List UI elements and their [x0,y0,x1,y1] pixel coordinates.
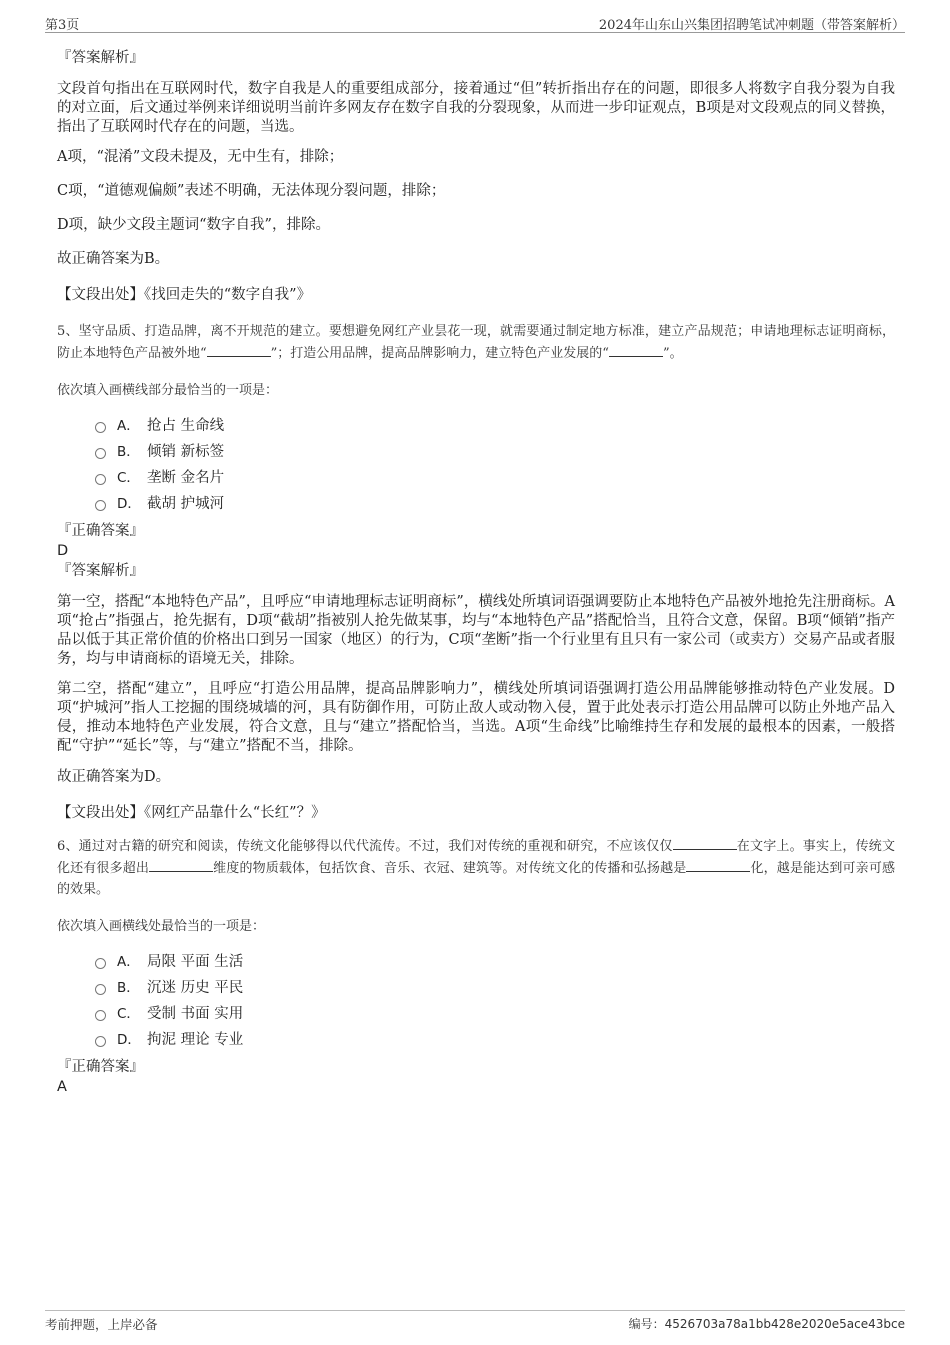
correct-answer: D [57,543,69,559]
passage-source: 【文段出处】《找回走失的“数字自我”》 [57,287,312,303]
fill-blank [673,835,737,850]
option-b[interactable]: B． 倾销 新标签 [95,439,895,465]
option-d[interactable]: D． 拘泥 理论 专业 [95,1027,895,1053]
analysis-paragraph: 文段首句指出在互联网时代，数字自我是人的重要组成部分，接着通过“但”转折指出存在的问题，即很多人将数字自我分裂为自我的对立面，后文通过举例来详细说明当前许多网友存在数字自我的分裂现象，从而进一步印证观点，B项是对文段观点的同义替换，指出了互联网时代存在的问题，当选。 [57,81,895,135]
option-b[interactable]: B． 沉迷 历史 平民 [95,975,895,1001]
question-stem: 6、通过对古籍的研究和阅读，传统文化能够得以代代流传。不过，我们对传统的重视和研究，不应该仅仅 在文字上。事实上，传统文化还有很多超出 维度的物质载体，包括饮食、音乐、衣冠、建筑等。对传统文化的传播和弘扬越是 化，越是能达到可亲可感的效果。 [57,835,895,900]
document-title: 2024年山东山兴集团招聘笔试冲刺题（带答案解析） [598,18,905,33]
correct-answer-label: 『正确答案』 [57,523,144,539]
page-header [45,10,905,33]
question-stem: 5、坚守品质、打造品牌，离不开规范的建立。要想避免网红产业昙花一现，就需要通过制定地方标准，建立产品规范；申请地理标志证明商标，防止本地特色产品被外地“ ”；打造公用品牌，提高品牌影响力，建立特色产业发展的“ ”。 [57,324,895,361]
radio-icon[interactable] [95,984,106,995]
radio-icon[interactable] [95,448,106,459]
fill-blank [686,857,750,872]
page-number: 第3页 [45,18,80,33]
passage-source: 【文段出处】《网红产品靠什么“长红”？》 [57,805,326,821]
option-c[interactable]: C． 垄断 金名片 [95,465,895,491]
radio-icon[interactable] [95,500,106,511]
fill-blank [149,857,213,872]
option-a[interactable]: A． 局限 平面 生活 [95,949,895,975]
answer-conclusion: 故正确答案为B。 [57,251,170,267]
radio-icon[interactable] [95,958,106,969]
radio-icon[interactable] [95,1036,106,1047]
question-6 [57,835,895,1097]
radio-icon[interactable] [95,474,106,485]
question-5 [57,321,895,823]
analysis-option-a: A项，“混淆”文段未提及，无中生有，排除； [57,149,344,165]
option-a[interactable]: A． 抢占 生命线 [95,413,895,439]
page-footer [45,1310,905,1332]
radio-icon[interactable] [95,422,106,433]
page-content [57,48,895,1097]
analysis-label: 『答案解析』 [57,563,144,579]
document-id: 编号：4526703a78a1bb428e2020e5ace43bce [628,1317,905,1331]
analysis-paragraph: 第一空，搭配“本地特色产品”，且呼应“申请地理标志证明商标”，横线处所填词语强调要防止本地特色产品被外地抢先注册商标。A项“抢占”指强占，抢先据有，D项“截胡”指被别人抢先做某事，均与“本地特色产品”搭配恰当，且符合文意，保留。B项“倾销”指产品以低于其正常价值的价格出口到另一国家（地区）的行为，C项“垄断”指一个行业里有且只有一家公司（或卖方）交易产品或者服务，均与申请商标的语境无关，排除。 [57,594,895,667]
question-4-analysis [57,48,895,305]
question-prompt: 依次填入画横线部分最恰当的一项是： [57,383,279,398]
fill-blank [609,342,663,357]
analysis-option-c: C项，“道德观偏颇”表述不明确，无法体现分裂问题，排除； [57,183,446,199]
option-c[interactable]: C． 受制 书面 实用 [95,1001,895,1027]
option-d[interactable]: D． 截胡 护城河 [95,491,895,517]
fill-blank [207,342,271,357]
footer-slogan: 考前押题，上岸必备 [45,1317,158,1332]
option-list [95,413,895,517]
question-prompt: 依次填入画横线处最恰当的一项是： [57,919,266,934]
analysis-option-d: D项，缺少文段主题词“数字自我”，排除。 [57,217,330,233]
answer-conclusion: 故正确答案为D。 [57,769,171,785]
analysis-paragraph: 第二空，搭配“建立”，且呼应“打造公用品牌，提高品牌影响力”，横线处所填词语强调打造公用品牌能够推动特色产业发展。D项“护城河”指人工挖掘的围绕城墙的河，具有防御作用，可防止敌人或动物入侵，置于此处表示打造公用品牌可以防止外地产品入侵，推动本地特色产业发展，符合文意，且与“建立”搭配恰当，当选。A项“生命线”比喻维持生存和发展的最根本的因素，一般搭配“守护”“延长”等，与“建立”搭配不当，排除。 [57,681,895,754]
analysis-label: 『答案解析』 [57,50,144,66]
radio-icon[interactable] [95,1010,106,1021]
option-list [95,949,895,1053]
correct-answer: A [57,1079,67,1095]
correct-answer-label: 『正确答案』 [57,1059,144,1075]
